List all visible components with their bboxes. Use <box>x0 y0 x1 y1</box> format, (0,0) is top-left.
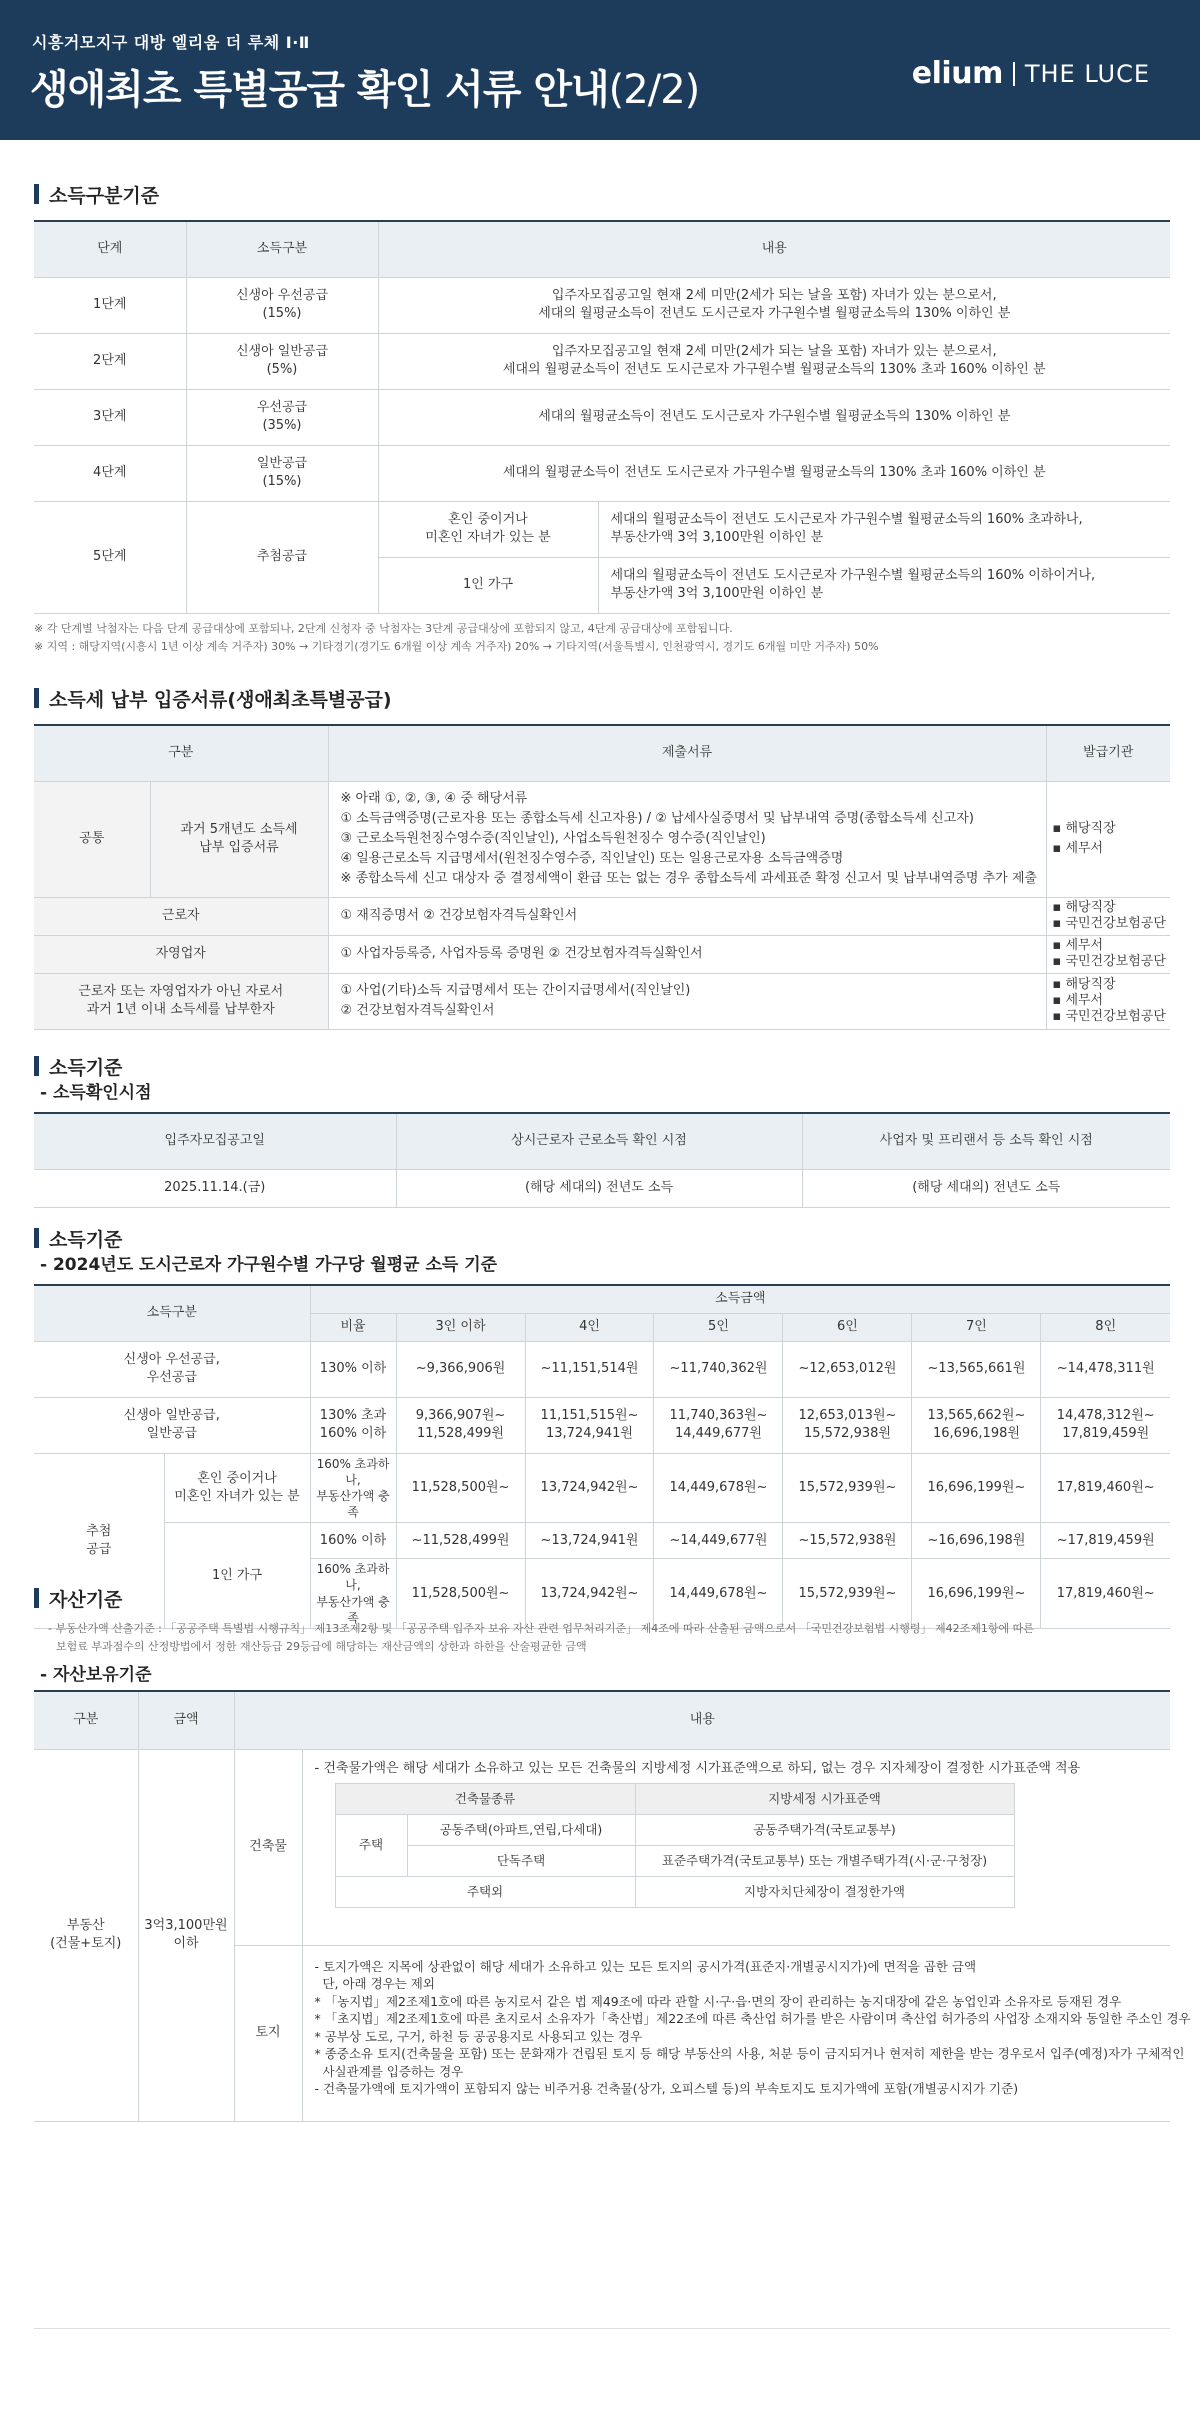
table-row <box>34 501 1170 557</box>
section-title <box>34 1226 1170 1250</box>
section-title-text: 자산기준 <box>49 1588 123 1611</box>
step-cell: 1단계 <box>34 277 186 333</box>
land-note: 단, 아래 경우는 제외 <box>314 1976 435 1991</box>
doc-line: ③ 근로소득원천징수영수증(직인날인), 사업소득원천징수 영수증(직인날인) <box>340 831 766 846</box>
ratio-cell: 160% 이하 <box>310 1523 396 1559</box>
section-mark <box>34 1228 39 1248</box>
logo-divider <box>1013 62 1015 86</box>
type-cell: 일반공급 (15%) <box>186 445 378 501</box>
doc-line: ① 사업(기타)소득 지급명세서 또는 간이지급명세서(직인날인) <box>340 983 691 998</box>
amount-cell: ~14,478,311원 <box>1041 1341 1170 1397</box>
amount-cell: 16,696,199원~ <box>912 1559 1041 1629</box>
sub-row-label: 혼인 중이거나 미혼인 자녀가 있는 분 <box>164 1453 310 1523</box>
amount-cell: ~12,653,012원 <box>783 1341 912 1397</box>
amount-cell: ~11,151,514원 <box>525 1341 654 1397</box>
issuer-cell <box>1046 897 1170 935</box>
amount-cell: 17,819,460원~ <box>1041 1559 1170 1629</box>
notes <box>34 620 1170 656</box>
income-check-table <box>34 1112 1170 1208</box>
section-title <box>34 686 1170 710</box>
ratio-cell: 130% 초과 160% 이하 <box>310 1397 396 1453</box>
col-header: 구분 <box>34 725 328 781</box>
issuer-line: ▪ 국민건강보험공단 <box>1052 954 1166 969</box>
note-line: 보험료 부과점수의 산정방법에서 정한 재산등급 29등급에 해당하는 재산금액의 상한과 하한을 산술평균한 금액 <box>56 1640 587 1653</box>
col-header: 상시근로자 근로소득 확인 시점 <box>396 1113 802 1169</box>
ratio-cell: 160% 초과하나, 부동산가액 충족 <box>310 1453 396 1523</box>
row-label: 신생아 일반공급, 일반공급 <box>34 1397 310 1453</box>
type-cell: 추첨공급 <box>186 501 378 613</box>
section-title-text: 소득세 납부 입증서류(생애최초특별공급) <box>49 688 392 711</box>
col-header: 5인 <box>654 1313 783 1341</box>
table-row <box>34 1397 1170 1453</box>
col-header: 입주자모집공고일 <box>34 1113 396 1169</box>
col-header: 소득구분 <box>34 1285 310 1341</box>
table-row <box>335 1877 1014 1908</box>
value-cell: 공동주택가격(국토교통부) <box>635 1815 1014 1846</box>
page-title <box>30 58 699 115</box>
sub-row-label: 1인 가구 <box>164 1523 310 1629</box>
table-row <box>335 1815 1014 1846</box>
tax-documents-section <box>34 686 1170 1030</box>
step-cell: 3단계 <box>34 389 186 445</box>
col-header: 4인 <box>525 1313 654 1341</box>
logo-main: elium <box>911 56 1003 91</box>
col-header: 3인 이하 <box>396 1313 525 1341</box>
documents-cell: ① 재직증명서 ② 건강보험자격득실확인서 <box>328 897 1046 935</box>
issuer-line: ▪ 세무서 <box>1052 993 1104 1008</box>
tax-documents-table <box>34 724 1170 1030</box>
table-row <box>34 1169 1170 1207</box>
row-label: 신생아 우선공급, 우선공급 <box>34 1341 310 1397</box>
sub-title: - 2024년도 도시근로자 가구원수별 가구당 월평균 소득 기준 <box>40 1255 498 1275</box>
amount-cell: ~11,740,362원 <box>654 1341 783 1397</box>
category-cell: 공통 <box>34 781 150 897</box>
amount-cell: ~17,819,459원 <box>1041 1523 1170 1559</box>
sub-title: - 소득확인시점 <box>40 1083 152 1103</box>
issuer-cell <box>1046 973 1170 1029</box>
documents-cell <box>328 781 1046 897</box>
amount-cell: ~9,366,906원 <box>396 1341 525 1397</box>
table-row <box>34 445 1170 501</box>
doc-line: ② 건강보험자격득실확인서 <box>340 1003 495 1018</box>
note-line: - 부동산가액 산출기준 : 「공공주택 특별법 시행규칙」 제13조제2항 및 「공공주택 입주자 보유 자산 관련 업무처리기준」 제4조에 따라 산출된 금액으로서 「국민건강보험법 시행령」 제42조제1항에 따른 <box>48 1622 1034 1635</box>
amount-cell: ~11,528,499원 <box>396 1523 525 1559</box>
table-row <box>34 1453 1170 1523</box>
col-header: 7인 <box>912 1313 1041 1341</box>
table-row <box>34 1523 1170 1559</box>
section-mark <box>34 688 39 708</box>
issuer-line: ▪ 국민건강보험공단 <box>1052 1009 1166 1024</box>
amount-cell: 14,449,678원~ <box>654 1453 783 1523</box>
kind-cell: 주택외 <box>335 1877 635 1908</box>
amount-cell: 9,366,907원~ 11,528,499원 <box>396 1397 525 1453</box>
table-row <box>34 781 1170 897</box>
content-cell: 세대의 월평균소득이 전년도 도시근로자 가구원수별 월평균소득의 160% 초과하나, 부동산가액 3억 3,100만원 이하인 분 <box>598 501 1170 557</box>
amount-cell: 11,528,500원~ <box>396 1453 525 1523</box>
title-text: 생애최초 특별공급 확인 서류 안내 <box>30 67 609 113</box>
content-cell: 세대의 월평균소득이 전년도 도시근로자 가구원수별 월평균소득의 130% 초과 160% 이하인 분 <box>378 445 1170 501</box>
type-cell: 부동산 (건물+토지) <box>34 1749 138 2121</box>
value-cell: (해당 세대의) 전년도 소득 <box>396 1169 802 1207</box>
amount-cell: 12,653,013원~ 15,572,938원 <box>783 1397 912 1453</box>
land-note: * 「농지법」제2조제1호에 따른 농지로서 같은 법 제49조에 따라 관할 시·구·읍·면의 장이 관리하는 농지대장에 같은 농업인과 소유자로 등재된 경우 <box>314 1993 1122 2009</box>
value-cell: 지방자치단체장이 결정한가액 <box>635 1877 1014 1908</box>
col-header: 금액 <box>138 1691 234 1749</box>
income-check-section <box>34 1054 1170 1208</box>
date-cell: 2025.11.14.(금) <box>34 1169 396 1207</box>
section-title-text: 소득기준 <box>49 1228 123 1251</box>
issuer-cell <box>1046 935 1170 973</box>
issuer-line: ▪ 해당직장 <box>1052 900 1116 915</box>
building-value-table <box>335 1783 1015 1908</box>
col-header: 비율 <box>310 1313 396 1341</box>
land-note: * 「초지법」제2조제1호에 따른 초지로서 소유자가「축산법」제22조에 따른 축산업 허가를 받은 사람이며 축산업 허가증의 사업장 소재지와 동일한 주소인 경우 <box>314 2011 1191 2026</box>
land-note: - 건축물가액에 토지가액이 포함되지 않는 비주거용 건축물(상가, 오피스텔 등)의 부속토지도 토지가액에 포함(개별공시지가 기준) <box>314 2081 1019 2096</box>
section-title-text: 소득기준 <box>49 1056 123 1079</box>
amount-cell: ~13,724,941원 <box>525 1523 654 1559</box>
land-content <box>302 1945 1191 2121</box>
table-row <box>335 1846 1014 1877</box>
logo-sub: THE LUCE <box>1024 59 1150 88</box>
issuer-line: ▪ 세무서 <box>1052 938 1104 953</box>
section-title <box>34 1586 1170 1610</box>
documents-cell: ① 사업자등록증, 사업자등록 증명원 ② 건강보험자격득실확인서 <box>328 935 1046 973</box>
sub-type-cell: 혼인 중이거나 미혼인 자녀가 있는 분 <box>378 501 598 557</box>
type-cell: 신생아 일반공급 (5%) <box>186 333 378 389</box>
income-level-section <box>34 182 1170 656</box>
sub-type-cell: 건축물 <box>234 1749 302 1945</box>
amount-cell: 17,819,460원~ <box>1041 1453 1170 1523</box>
building-content <box>302 1749 1170 1945</box>
amount-cell: ~14,449,677원 <box>654 1523 783 1559</box>
category-cell: 자영업자 <box>34 935 328 973</box>
income-standard-table <box>34 1284 1170 1629</box>
col-header: 제출서류 <box>328 725 1046 781</box>
issuer-line: ▪ 세무서 <box>1052 841 1104 856</box>
note-line: ※ 지역 : 해당지역(시흥시 1년 이상 계속 거주자) 30% → 기타경기(경기도 6개월 이상 계속 거주자) 20% → 기타지역(서울특별시, 인천광역시, 경기도 6개월 미만 거주자) 50% <box>34 639 879 653</box>
note-line: ※ 각 단계별 낙첨자는 다음 단계 공급대상에 포함되나, 2단계 신청자 중 낙첨자는 3단계 공급대상에 포함되지 않고, 4단계 공급대상에 포함됩니다. <box>34 621 733 635</box>
doc-line: ※ 종합소득세 신고 대상자 중 결정세액이 환급 또는 없는 경우 종합소득세 과세표준 확정 신고서 및 납부내역증명 추가 제출 <box>340 871 1037 886</box>
doc-line: ① 소득금액증명(근로자용 또는 종합소득세 신고자용) / ② 납세사실증명서 및 납부내역 증명(종합소득세 신고자) <box>340 811 974 826</box>
issuer-line: ▪ 국민건강보험공단 <box>1052 916 1166 931</box>
category-cell: 근로자 <box>34 897 328 935</box>
row-label: 주택 <box>335 1815 407 1877</box>
value-cell: 표준주택가격(국토교통부) 또는 개별주택가격(시·군·구청장) <box>635 1846 1014 1877</box>
section-mark <box>34 184 39 204</box>
col-header: 내용 <box>378 221 1170 277</box>
col-header: 6인 <box>783 1313 912 1341</box>
content-cell: 입주자모집공고일 현재 2세 미만(2세가 되는 날을 포함) 자녀가 있는 분으로서, 세대의 월평균소득이 전년도 도시근로자 가구원수별 월평균소득의 130% 이하인 분 <box>378 277 1170 333</box>
ratio-cell: 130% 이하 <box>310 1341 396 1397</box>
table-row <box>34 277 1170 333</box>
table-row <box>34 333 1170 389</box>
col-header: 건축물종류 <box>335 1784 635 1815</box>
asset-notes <box>34 1620 1170 1656</box>
col-header: 소득구분 <box>186 221 378 277</box>
documents-cell <box>328 973 1046 1029</box>
kind-cell: 공동주택(아파트,연립,다세대) <box>407 1815 635 1846</box>
section-mark <box>34 1056 39 1076</box>
step-cell: 5단계 <box>34 501 186 613</box>
amount-cell: 13,724,942원~ <box>525 1559 654 1629</box>
brand-logo <box>912 56 1150 91</box>
col-header: 단계 <box>34 221 186 277</box>
amount-cell: 16,696,199원~ <box>912 1453 1041 1523</box>
table-row <box>34 389 1170 445</box>
section-mark <box>34 1588 39 1608</box>
sub-title: - 자산보유기준 <box>40 1665 152 1685</box>
page-header <box>0 0 1200 140</box>
sub-category-cell: 과거 5개년도 소득세 납부 입증서류 <box>150 781 328 897</box>
land-note: * 공부상 도로, 구거, 하천 등 공공용지로 사용되고 있는 경우 <box>314 2028 643 2044</box>
doc-line: ※ 아래 ①, ②, ③, ④ 중 해당서류 <box>340 791 528 806</box>
content-cell: 입주자모집공고일 현재 2세 미만(2세가 되는 날을 포함) 자녀가 있는 분으로서, 세대의 월평균소득이 전년도 도시근로자 가구원수별 월평균소득의 130% 초과 160% 이하인 분 <box>378 333 1170 389</box>
table-row <box>34 1341 1170 1397</box>
building-note: - 건축물가액은 해당 세대가 소유하고 있는 모든 건축물의 지방세정 시가표준액으로 하되, 없는 경우 지자체장이 결정한 시가표준액 적용 <box>314 1760 1081 1776</box>
section-title <box>34 1054 1170 1078</box>
amount-cell: 13,565,662원~ 16,696,198원 <box>912 1397 1041 1453</box>
kind-cell: 단독주택 <box>407 1846 635 1877</box>
issuer-line: ▪ 해당직장 <box>1052 977 1116 992</box>
issuer-cell <box>1046 781 1170 897</box>
asset-table <box>34 1690 1191 2122</box>
col-header: 발급기관 <box>1046 725 1170 781</box>
section-title-text: 소득구분기준 <box>49 184 160 207</box>
ratio-cell: 160% 초과하나, 부동산가액 충족 <box>310 1559 396 1629</box>
land-note: * 종중소유 토지(건축물을 포함) 또는 문화재가 건립된 토지 등 해당 부동산의 사용, 처분 등이 금지되거나 현저히 제한을 받는 경우로서 입주(예정)자가 구체적인 <box>314 2046 1185 2061</box>
col-header: 8인 <box>1041 1313 1170 1341</box>
step-cell: 4단계 <box>34 445 186 501</box>
sub-type-cell: 1인 가구 <box>378 557 598 613</box>
doc-line: ④ 일용근로소득 지급명세서(원천징수영수증, 직인날인) 또는 일용근로자용 소득금액증명 <box>340 851 844 866</box>
col-header: 사업자 및 프리랜서 등 소득 확인 시점 <box>802 1113 1170 1169</box>
col-header: 지방세정 시가표준액 <box>635 1784 1014 1815</box>
header-subtitle: 시흥거모지구 대방 엘리움 더 루체 Ⅰ·Ⅱ <box>32 33 310 52</box>
col-header: 소득금액 <box>310 1285 1170 1313</box>
footer-divider <box>34 2328 1170 2329</box>
category-cell: 근로자 또는 자영업자가 아닌 자로서 과거 1년 이내 소득세를 납부한자 <box>34 973 328 1029</box>
content-cell: 세대의 월평균소득이 전년도 도시근로자 가구원수별 월평균소득의 160% 이하이거나, 부동산가액 3억 3,100만원 이하인 분 <box>598 557 1170 613</box>
amount-cell: 13,724,942원~ <box>525 1453 654 1523</box>
step-cell: 2단계 <box>34 333 186 389</box>
income-level-table <box>34 220 1170 614</box>
amount-cell: ~15,572,938원 <box>783 1523 912 1559</box>
land-note: - 토지가액은 지목에 상관없이 해당 세대가 소유하고 있는 모든 토지의 공시가격(표준지·개별공시지가)에 면적을 곱한 금액 <box>314 1958 977 1974</box>
income-standard-section <box>34 1226 1170 1629</box>
table-row <box>34 973 1170 1029</box>
issuer-line: ▪ 해당직장 <box>1052 821 1116 836</box>
amount-cell: ~16,696,198원 <box>912 1523 1041 1559</box>
type-cell: 우선공급 (35%) <box>186 389 378 445</box>
table-row <box>34 897 1170 935</box>
type-cell: 신생아 우선공급 (15%) <box>186 277 378 333</box>
table-row <box>34 1749 1170 1945</box>
content-cell: 세대의 월평균소득이 전년도 도시근로자 가구원수별 월평균소득의 130% 이하인 분 <box>378 389 1170 445</box>
amount-cell: 14,478,312원~ 17,819,459원 <box>1041 1397 1170 1453</box>
amount-cell: 15,572,939원~ <box>783 1453 912 1523</box>
amount-cell: 15,572,939원~ <box>783 1559 912 1629</box>
row-label: 추첨 공급 <box>34 1453 164 1629</box>
amount-cell: 11,740,363원~ 14,449,677원 <box>654 1397 783 1453</box>
asset-standard-section <box>34 1586 1191 2122</box>
value-cell: (해당 세대의) 전년도 소득 <box>802 1169 1170 1207</box>
sub-type-cell: 토지 <box>234 1945 302 2121</box>
amount-cell: 11,151,515원~ 13,724,941원 <box>525 1397 654 1453</box>
land-note: 사실관계를 입증하는 경우 <box>314 2063 464 2079</box>
amount-cell: 11,528,500원~ <box>396 1559 525 1629</box>
amount-cell: 3억3,100만원 이하 <box>138 1749 234 2121</box>
col-header: 구분 <box>34 1691 138 1749</box>
page-indicator: (2/2) <box>608 67 700 113</box>
table-row <box>34 935 1170 973</box>
amount-cell: 14,449,678원~ <box>654 1559 783 1629</box>
section-title <box>34 182 1170 206</box>
amount-cell: ~13,565,661원 <box>912 1341 1041 1397</box>
col-header: 내용 <box>234 1691 1170 1749</box>
